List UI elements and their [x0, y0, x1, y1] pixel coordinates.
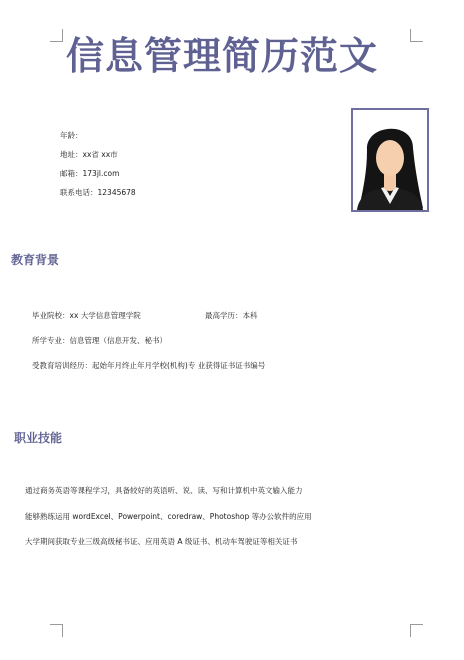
- skill-line: 大学期间获取专业三级高级秘书证、应用英语 A 级证书、机动车驾驶证等相关证书: [25, 537, 298, 546]
- crop-mark-bottom-left: [50, 624, 63, 637]
- skill-line: 通过商务英语等课程学习，具备较好的英语听、说、读、写和计算机中英文输入能力: [25, 486, 303, 495]
- age-line: 年龄：: [60, 131, 83, 140]
- education-heading: 教育背景: [11, 253, 60, 267]
- skill-line: 能够熟练运用 wordExcel、Powerpoint、coredraw、Photoshop 等办公软件的应用: [25, 512, 312, 521]
- address-line: 地址：xx省 xx市: [60, 150, 118, 159]
- crop-mark-top-right: [410, 29, 423, 42]
- degree-line: 最高学历：本科: [205, 311, 258, 320]
- phone-line: 联系电话：12345678: [60, 188, 136, 197]
- skills-heading: 职业技能: [14, 431, 63, 445]
- resume-title: 信息管理简历范文: [66, 34, 379, 78]
- crop-mark-bottom-right: [410, 624, 423, 637]
- major-line: 所学专业：信息管理（信息开发、秘书）: [32, 336, 167, 345]
- profile-photo: [351, 108, 429, 212]
- crop-mark-top-left: [50, 29, 63, 42]
- personal-info: [60, 126, 136, 202]
- training-line: 受教育培训经历：起始年月终止年月学校(机构)专 业获得证书证书编号: [32, 361, 266, 370]
- email-line: 邮箱：173jl.com: [60, 169, 120, 178]
- school-line: 毕业院校：xx 大学信息管理学院: [32, 311, 141, 320]
- avatar-illustration: [353, 110, 427, 210]
